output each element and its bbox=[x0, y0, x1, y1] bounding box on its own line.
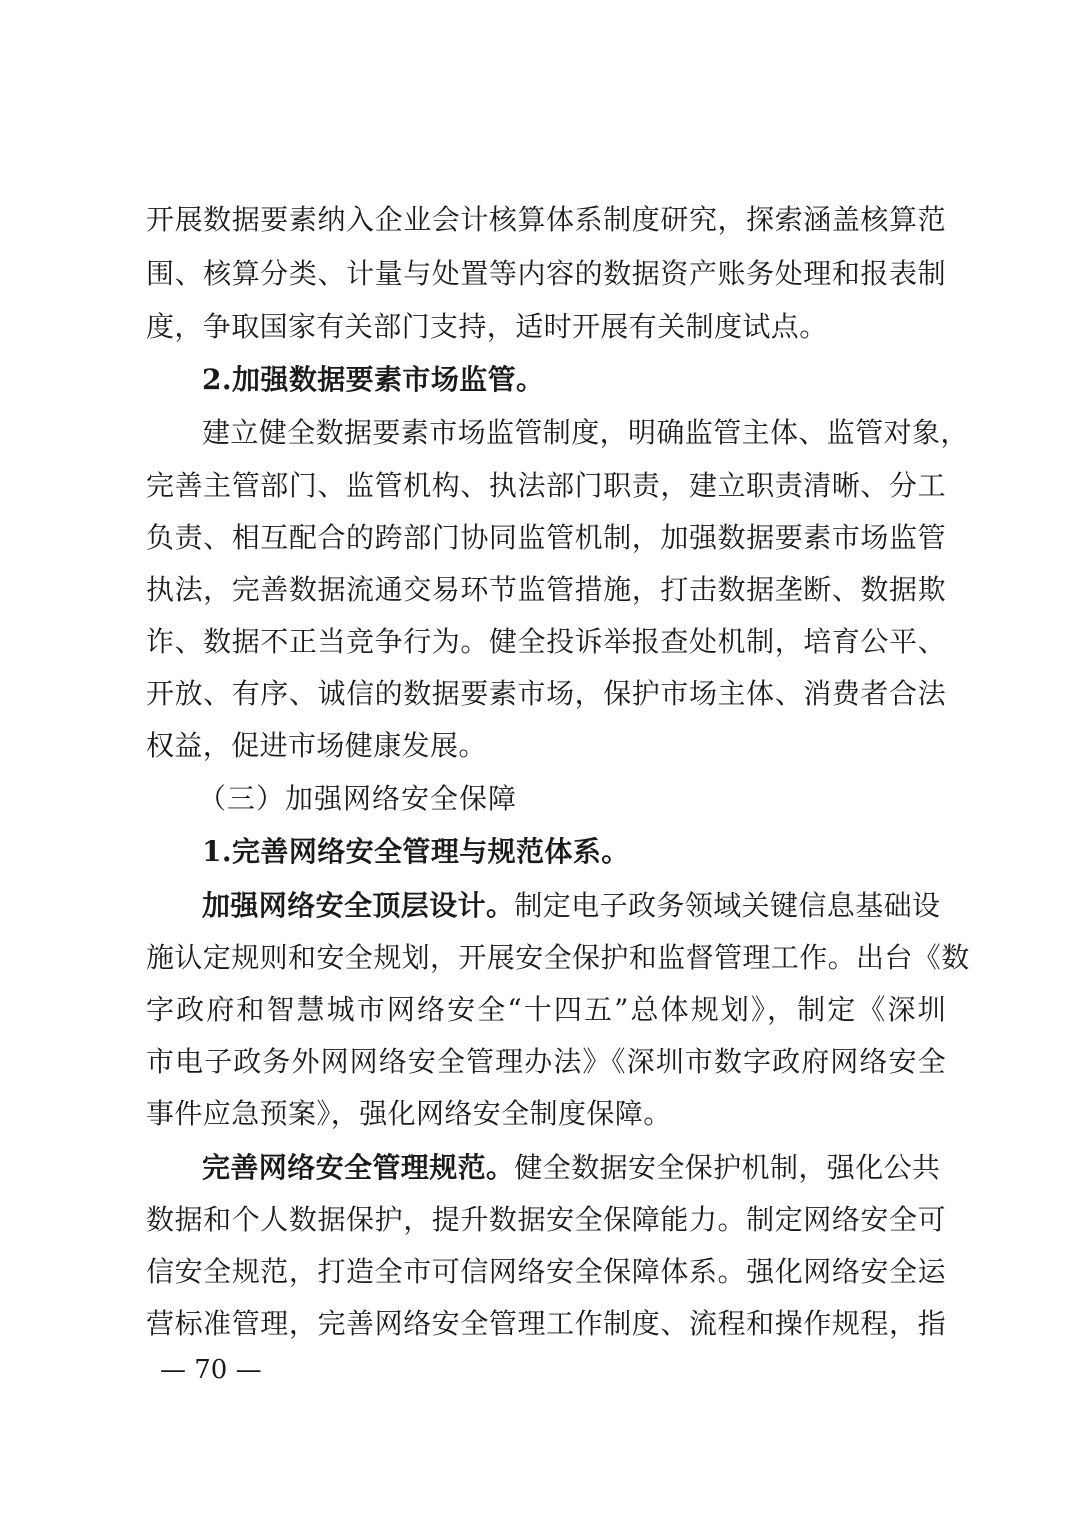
paragraph-line: 字政府和智慧城市网络安全“十四五”总体规划》，制定《深圳 bbox=[146, 993, 946, 1026]
paragraph-line: 开展数据要素纳入企业会计核算体系制度研究，探索涵盖核算范 bbox=[146, 203, 946, 236]
bold-lead-text: 完善网络安全管理规范。 bbox=[202, 1151, 515, 1184]
paragraph-line: 围、核算分类、计量与处置等内容的数据资产账务处理和报表制 bbox=[146, 257, 946, 290]
chapter-heading: （三）加强网络安全保障 bbox=[198, 782, 518, 815]
paragraph-line: 诈、数据不正当竞争行为。健全投诉举报查处机制，培育公平、 bbox=[146, 625, 946, 658]
paragraph-line: 数据和个人数据保护，提升数据安全保障能力。制定网络安全可 bbox=[146, 1203, 946, 1236]
paragraph-line: 营标准管理，完善网络安全管理工作制度、流程和操作规程，指 bbox=[146, 1307, 946, 1340]
paragraph-line: 执法，完善数据流通交易环节监管措施，打击数据垄断、数据欺 bbox=[146, 573, 946, 606]
paragraph-text: 健全数据安全保护机制，强化公共 bbox=[514, 1151, 941, 1184]
paragraph-line: 权益，促进市场健康发展。 bbox=[146, 729, 487, 762]
bold-lead-text: 加强网络安全顶层设计。 bbox=[202, 889, 515, 922]
paragraph-line: 建立健全数据要素市场监管制度，明确监管主体、监管对象， bbox=[202, 416, 969, 449]
paragraph-line: 市电子政务外网网络安全管理办法》《深圳市数字政府网络安全 bbox=[146, 1045, 946, 1078]
section-heading: 2.加强数据要素市场监管。 bbox=[202, 363, 545, 396]
paragraph-line: 事件应急预案》，强化网络安全制度保障。 bbox=[146, 1097, 672, 1130]
paragraph-line: 信安全规范，打造全市可信网络安全保障体系。强化网络安全运 bbox=[146, 1255, 946, 1288]
paragraph-line bbox=[202, 880, 946, 932]
paragraph-line bbox=[202, 1142, 946, 1194]
paragraph-text: 制定电子政务领域关键信息基础设 bbox=[514, 889, 941, 922]
paragraph-line: 开放、有序、诚信的数据要素市场，保护市场主体、消费者合法 bbox=[146, 677, 946, 710]
paragraph-line: 负责、相互配合的跨部门协同监管机制，加强数据要素市场监管 bbox=[146, 521, 946, 554]
section-heading: 1.完善网络安全管理与规范体系。 bbox=[202, 835, 630, 868]
paragraph-line: 施认定规则和安全规划，开展安全保护和监督管理工作。出台《数 bbox=[146, 941, 970, 974]
paragraph-line: 完善主管部门、监管机构、执法部门职责，建立职责清晰、分工 bbox=[146, 469, 946, 502]
paragraph-line: 度，争取国家有关部门支持，适时开展有关制度试点。 bbox=[146, 310, 828, 343]
page-number: — 70 — bbox=[160, 1355, 262, 1385]
